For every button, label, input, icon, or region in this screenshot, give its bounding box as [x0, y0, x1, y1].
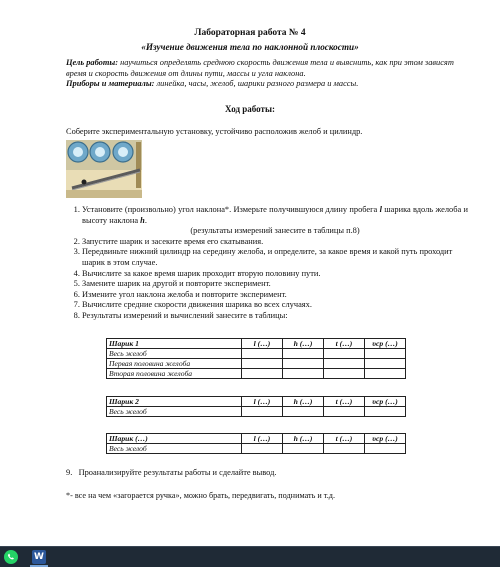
table-row	[107, 359, 406, 369]
table-cell[interactable]	[324, 359, 365, 369]
column-header: υср (…)	[365, 397, 406, 407]
procedure-heading: Ход работы:	[225, 104, 275, 114]
table-cell[interactable]	[283, 407, 324, 417]
table-row	[107, 407, 406, 417]
table-header-row	[107, 434, 406, 444]
table-cell[interactable]	[283, 349, 324, 359]
table-cell[interactable]	[365, 369, 406, 379]
column-header: υср (…)	[365, 339, 406, 349]
table-cell[interactable]	[242, 349, 283, 359]
step-7: 7. Вычислите средние скорости движения шарика во всех случаях.	[82, 300, 468, 311]
doc-title: Лабораторная работа № 4	[194, 28, 306, 38]
step-1-text-a: Установите (произвольно) угол наклона*. Измерьте получившуюся длину пробега	[82, 205, 380, 214]
column-header: υср (…)	[365, 434, 406, 444]
table-cell[interactable]	[283, 369, 324, 379]
step-1-text-c: .	[144, 215, 147, 225]
table-row	[107, 444, 406, 454]
column-header: h (…)	[283, 339, 324, 349]
table-cell[interactable]	[324, 349, 365, 359]
row-label: Вторая половина желоба	[107, 369, 242, 379]
table-row	[107, 349, 406, 359]
table-header: Шарик (…)	[107, 434, 242, 444]
table-header: Шарик 2	[107, 397, 242, 407]
length-symbol: l	[379, 205, 382, 214]
row-label: Первая половина желоба	[107, 359, 242, 369]
table-cell[interactable]	[242, 359, 283, 369]
row-label: Весь желоб	[107, 349, 242, 359]
goal-label: Цель работы:	[66, 58, 118, 67]
step-9-text: Проанализируйте результаты работы и сделайте вывод.	[78, 468, 277, 477]
step-1	[82, 205, 468, 237]
step-2: 2. Запустите шарик и засеките время его скатывания.	[82, 237, 468, 248]
table-header: Шарик 1	[107, 339, 242, 349]
active-app-indicator	[30, 565, 48, 567]
table-cell[interactable]	[324, 369, 365, 379]
step-1-note: (результаты измерений занесите в таблицы п.8)	[190, 226, 360, 236]
step-9-number: 9.	[66, 468, 73, 477]
results-table-ball-1	[106, 338, 406, 379]
step-8: 8. Результаты измерений и вычислений занесите в таблицы:	[82, 311, 468, 322]
column-header: l (…)	[242, 434, 283, 444]
table-cell[interactable]	[324, 407, 365, 417]
table-cell[interactable]	[365, 349, 406, 359]
table-cell[interactable]	[283, 359, 324, 369]
row-label: Весь желоб	[107, 444, 242, 454]
table-header-row	[107, 397, 406, 407]
table-header-row	[107, 339, 406, 349]
column-header: t (…)	[324, 434, 365, 444]
table-cell[interactable]	[365, 407, 406, 417]
row-label: Весь желоб	[107, 407, 242, 417]
step-3: 3. Передвиньте нижний цилиндр на середину желоба, и определите, за какое время и какой путь проходит шарик в этом случае.	[82, 247, 468, 268]
steps-list	[66, 205, 468, 322]
step-1-text-b: шарика вдоль желоба и высоту наклона	[82, 205, 468, 225]
materials-paragraph	[66, 79, 466, 88]
results-table-ball-2	[106, 396, 406, 417]
table-cell[interactable]	[365, 444, 406, 454]
intro-text: Соберите экспериментальную установку, устойчиво расположив желоб и цилиндр.	[66, 127, 363, 136]
taskbar	[0, 546, 500, 567]
column-header: h (…)	[283, 397, 324, 407]
column-header: l (…)	[242, 397, 283, 407]
column-header: t (…)	[324, 397, 365, 407]
table-cell[interactable]	[242, 444, 283, 454]
table-row	[107, 369, 406, 379]
word-icon[interactable]: W	[32, 550, 46, 564]
column-header: h (…)	[283, 434, 324, 444]
column-header: t (…)	[324, 339, 365, 349]
goal-paragraph	[66, 57, 464, 79]
step-6: 6. Измените угол наклона желоба и повторите эксперимент.	[82, 290, 468, 301]
materials-label: Приборы и материалы:	[66, 79, 155, 88]
table-cell[interactable]	[365, 359, 406, 369]
whatsapp-icon[interactable]	[4, 550, 18, 564]
column-header: l (…)	[242, 339, 283, 349]
goal-text: научиться определять среднюю скорость движения тела и выяснить, как при этом зависят время и скорость движения от длины пути, массы и угла наклона.	[66, 58, 454, 78]
table-cell[interactable]	[242, 407, 283, 417]
apparatus-image	[66, 140, 142, 198]
results-table-ball-n	[106, 433, 406, 454]
height-symbol: h	[140, 215, 145, 225]
table-cell[interactable]	[324, 444, 365, 454]
materials-text: линейка, часы, желоб, шарики разного размера и массы.	[154, 79, 359, 88]
step-5: 5. Замените шарик на другой и повторите эксперимент.	[82, 279, 468, 290]
doc-subtitle: «Изучение движения тела по наклонной плоскости»	[141, 42, 359, 52]
step-9	[66, 468, 276, 477]
footnote: *- все на чем «загорается ручка», можно брать, передвигать, поднимать и т.д.	[66, 491, 336, 500]
table-cell[interactable]	[283, 444, 324, 454]
table-cell[interactable]	[242, 369, 283, 379]
step-4: 4. Вычислите за какое время шарик проходит вторую половину пути.	[82, 269, 468, 280]
